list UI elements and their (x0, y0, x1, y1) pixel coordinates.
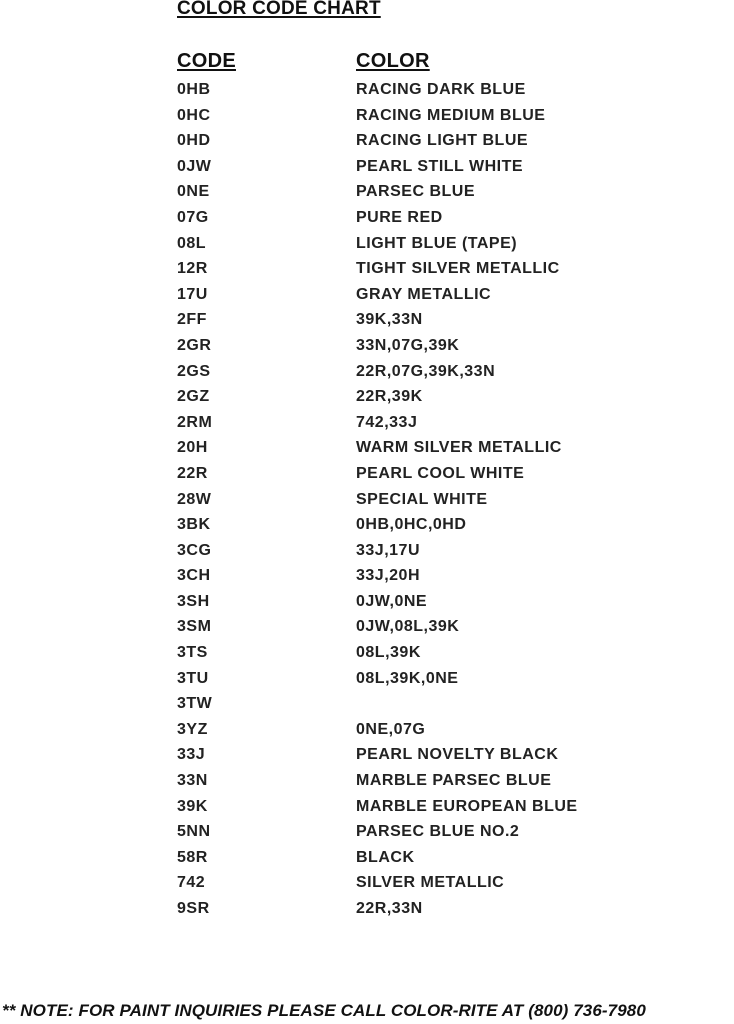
row-code: 0JW (177, 157, 212, 175)
row-color: 08L,39K,0NE (356, 669, 459, 687)
row-code: 742 (177, 874, 206, 892)
row-code: 3TU (177, 669, 209, 687)
row-color: LIGHT BLUE (TAPE) (356, 234, 518, 252)
row-color: 33J,20H (356, 567, 420, 585)
row-color: 33J,17U (356, 541, 420, 559)
row-color: WARM SILVER METALLIC (356, 439, 562, 457)
row-color: 22R,33N (356, 900, 423, 917)
row-code: 3BK (177, 516, 211, 534)
row-color: PEARL COOL WHITE (356, 464, 525, 482)
row-code: 28W (177, 490, 212, 508)
row-color: BLACK (356, 848, 415, 866)
row-code: 0HD (177, 132, 211, 150)
row-code: 3YZ (177, 720, 208, 738)
row-code: 9SR (177, 900, 210, 917)
page-title (177, 0, 381, 20)
paint-inquiry-note: ** NOTE: FOR PAINT INQUIRIES PLEASE CALL COLOR-RITE AT (800) 736-7980 (2, 1001, 646, 1020)
row-code: 2RM (177, 413, 213, 431)
row-code: 3SH (177, 592, 210, 610)
row-code: 17U (177, 285, 208, 303)
row-code: 39K (177, 797, 208, 815)
row-color: 39K,33N (356, 311, 423, 329)
row-code: 12R (177, 260, 208, 278)
code-column-header: CODE (177, 50, 236, 72)
row-color: PARSEC BLUE (356, 183, 475, 201)
row-color: RACING LIGHT BLUE (356, 132, 529, 150)
row-code: 0NE (177, 183, 210, 201)
row-color: PARSEC BLUE NO.2 (356, 823, 520, 841)
row-code: 3TW (177, 695, 213, 713)
row-code: 5NN (177, 823, 211, 841)
row-color: 33N,07G,39K (356, 336, 460, 354)
row-color: 0NE,07G (356, 720, 426, 738)
row-color: 08L,39K (356, 644, 421, 662)
row-color: MARBLE PARSEC BLUE (356, 772, 552, 790)
row-code: 0HB (177, 81, 211, 98)
row-color: RACING DARK BLUE (356, 81, 526, 98)
row-color: 0JW,08L,39K (356, 618, 460, 636)
row-code: 07G (177, 208, 209, 226)
row-color: PURE RED (356, 208, 443, 226)
row-code: 3TS (177, 644, 208, 662)
row-color: 0HB,0HC,0HD (356, 516, 467, 534)
row-code: 33J (177, 746, 206, 764)
row-code: 3CG (177, 541, 212, 559)
row-code: 08L (177, 234, 207, 252)
color-column-header: COLOR (356, 50, 430, 72)
row-color: RACING MEDIUM BLUE (356, 106, 546, 124)
row-color: 22R,39K (356, 388, 423, 406)
row-code: 3SM (177, 618, 212, 636)
row-code: 58R (177, 848, 208, 866)
row-code: 22R (177, 464, 208, 482)
row-color: SPECIAL WHITE (356, 490, 488, 508)
row-code: 2GZ (177, 388, 210, 406)
row-color: GRAY METALLIC (356, 285, 492, 303)
row-code: 2FF (177, 311, 207, 329)
row-code: 33N (177, 772, 208, 790)
row-color: SILVER METALLIC (356, 874, 505, 892)
row-color: 742,33J (356, 413, 418, 431)
row-color: 22R,07G,39K,33N (356, 362, 496, 380)
row-code: 3CH (177, 567, 211, 585)
row-color: PEARL NOVELTY BLACK (356, 746, 559, 764)
row-code: 2GR (177, 336, 212, 354)
row-code: 20H (177, 439, 208, 457)
row-color: TIGHT SILVER METALLIC (356, 260, 560, 278)
row-color: 0JW,0NE (356, 592, 428, 610)
row-color: MARBLE EUROPEAN BLUE (356, 797, 578, 815)
row-code: 2GS (177, 362, 211, 380)
page-title-text: COLOR CODE CHART (177, 0, 381, 19)
row-color: PEARL STILL WHITE (356, 157, 524, 175)
row-code: 0HC (177, 106, 211, 124)
